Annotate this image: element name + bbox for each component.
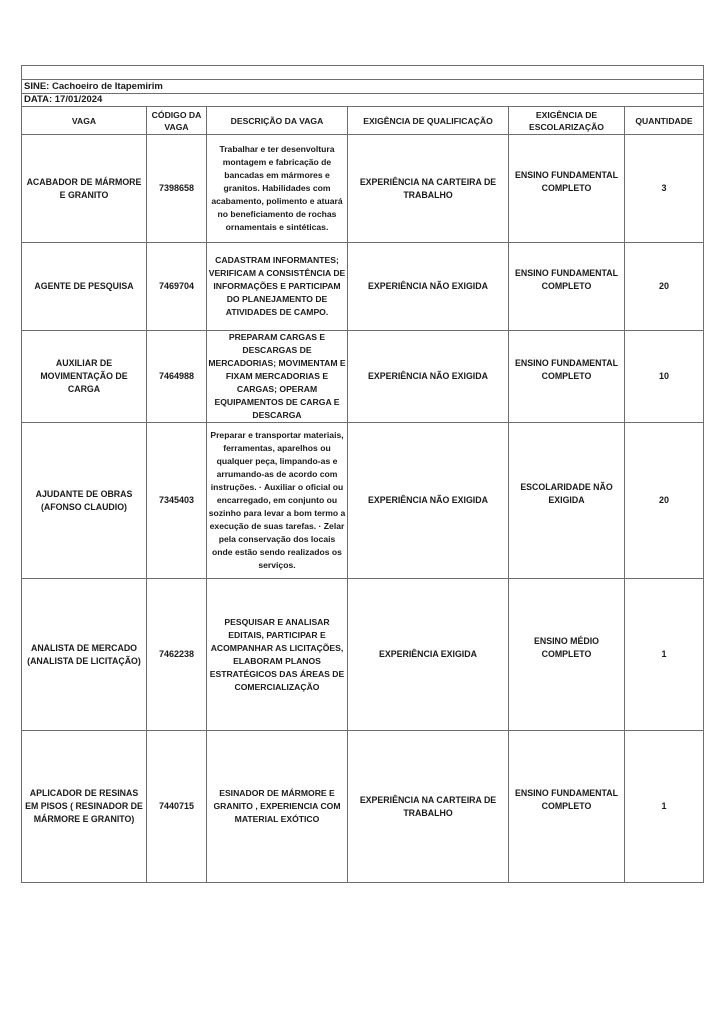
cell-vaga: ACABADOR DE MÁRMORE E GRANITO: [22, 135, 147, 243]
document-date: DATA: 17/01/2024: [22, 94, 704, 107]
cell-escolarizacao: [509, 423, 625, 579]
cell-codigo: 7462238: [147, 579, 207, 731]
header-vaga: VAGA: [22, 107, 147, 135]
cell-quantidade: 20: [625, 243, 704, 331]
sine-row: [22, 80, 704, 94]
header-escolarizacao: [509, 107, 625, 135]
cell-vaga: AGENTE DE PESQUISA: [22, 243, 147, 331]
cell-codigo: 7345403: [147, 423, 207, 579]
cell-descricao: CADASTRAM INFORMANTES; VERIFICAM A CONSISTÊNCIA DE INFORMAÇÕES E PARTICIPAM DO PLANEJAMENTO DE ATIVIDADES DE CAMPO.: [207, 243, 348, 331]
header-codigo-line1: CÓDIGO DA: [151, 109, 202, 120]
header-codigo: [147, 107, 207, 135]
header-quantidade: QUANTIDADE: [625, 107, 704, 135]
job-vacancies-sheet: [21, 65, 703, 883]
cell-vaga: AUXILIAR DE MOVIMENTAÇÃO DE CARGA: [22, 331, 147, 423]
table-row: [22, 135, 704, 243]
escolarizacao-text: ENSINO MÉDIO COMPLETO: [533, 635, 599, 659]
cell-codigo: 7398658: [147, 135, 207, 243]
table-header-row: [22, 107, 704, 135]
table-row: [22, 731, 704, 883]
table-row: [22, 243, 704, 331]
cell-quantidade: 1: [625, 731, 704, 883]
header-codigo-line2: VAGA: [164, 121, 189, 132]
escolarizacao-text: ESCOLARIDADE NÃO EXIGIDA: [520, 481, 613, 505]
header-escolarizacao-line1: EXIGÊNCIA DE: [535, 109, 598, 120]
cell-descricao: ESINADOR DE MÁRMORE E GRANITO , EXPERIENCIA COM MATERIAL EXÓTICO: [207, 731, 348, 883]
cell-qualificacao: EXPERIÊNCIA NA CARTEIRA DE TRABALHO: [348, 135, 509, 243]
cell-escolarizacao: [509, 135, 625, 243]
cell-qualificacao: EXPERIÊNCIA NA CARTEIRA DE TRABALHO: [348, 731, 509, 883]
sine-location: SINE: Cachoeiro de Itapemirim: [22, 80, 704, 94]
cell-qualificacao: EXPERIÊNCIA NÃO EXIGIDA: [348, 423, 509, 579]
cell-escolarizacao: [509, 243, 625, 331]
escolarizacao-text: ENSINO FUNDAMENTAL COMPLETO: [515, 267, 618, 291]
cell-quantidade: 10: [625, 331, 704, 423]
cell-descricao: PESQUISAR E ANALISAR EDITAIS, PARTICIPAR E ACOMPANHAR AS LICITAÇÕES, ELABORAM PLANOS ESTRATÉGICOS DAS ÁREAS DE COMERCIALIZAÇÃO: [207, 579, 348, 731]
cell-quantidade: 3: [625, 135, 704, 243]
cell-codigo: 7469704: [147, 243, 207, 331]
blank-cell: [22, 66, 704, 80]
table-row: [22, 579, 704, 731]
cell-descricao: PREPARAM CARGAS E DESCARGAS DE MERCADORIAS; MOVIMENTAM E FIXAM MERCADORIAS E CARGAS; OPERAM EQUIPAMENTOS DE CARGA E DESCARGA: [207, 331, 348, 423]
table-row: [22, 331, 704, 423]
header-escolarizacao-line2: ESCOLARIZAÇÃO: [529, 121, 604, 132]
job-vacancies-table: [21, 65, 704, 883]
cell-vaga: AJUDANTE DE OBRAS (AFONSO CLAUDIO): [22, 423, 147, 579]
cell-vaga: ANALISTA DE MERCADO (ANALISTA DE LICITAÇÃO): [22, 579, 147, 731]
cell-qualificacao: EXPERIÊNCIA NÃO EXIGIDA: [348, 331, 509, 423]
cell-descricao: Preparar e transportar materiais, ferramentas, aparelhos ou qualquer peça, limpando-as e arrumando-as de acordo com instruções. · Auxiliar o oficial ou encarregado, em conjunto ou sozinho para levar a bom termo a execução de suas tarefas. · Zelar pela conservação dos locais onde estão sendo realizados os serviços.: [207, 423, 348, 579]
cell-qualificacao: EXPERIÊNCIA NÃO EXIGIDA: [348, 243, 509, 331]
cell-quantidade: 20: [625, 423, 704, 579]
cell-vaga: APLICADOR DE RESINAS EM PISOS ( RESINADOR DE MÁRMORE E GRANITO): [22, 731, 147, 883]
cell-escolarizacao: [509, 731, 625, 883]
cell-qualificacao: EXPERIÊNCIA EXIGIDA: [348, 579, 509, 731]
table-row: [22, 423, 704, 579]
cell-codigo: 7440715: [147, 731, 207, 883]
cell-descricao: Trabalhar e ter desenvoltura montagem e fabricação de bancadas em mármores e granitos. Habilidades com acabamento, polimento e atuará no beneficiamento de rochas ornamentais e sintéticas.: [207, 135, 348, 243]
header-descricao: DESCRIÇÃO DA VAGA: [207, 107, 348, 135]
cell-escolarizacao: [509, 579, 625, 731]
escolarizacao-text: ENSINO FUNDAMENTAL COMPLETO: [515, 169, 618, 193]
cell-quantidade: 1: [625, 579, 704, 731]
escolarizacao-text: ENSINO FUNDAMENTAL COMPLETO: [515, 787, 618, 811]
cell-escolarizacao: [509, 331, 625, 423]
date-row: [22, 94, 704, 107]
header-qualificacao: EXIGÊNCIA DE QUALIFICAÇÃO: [348, 107, 509, 135]
escolarizacao-text: ENSINO FUNDAMENTAL COMPLETO: [515, 357, 618, 381]
cell-codigo: 7464988: [147, 331, 207, 423]
blank-row: [22, 66, 704, 80]
